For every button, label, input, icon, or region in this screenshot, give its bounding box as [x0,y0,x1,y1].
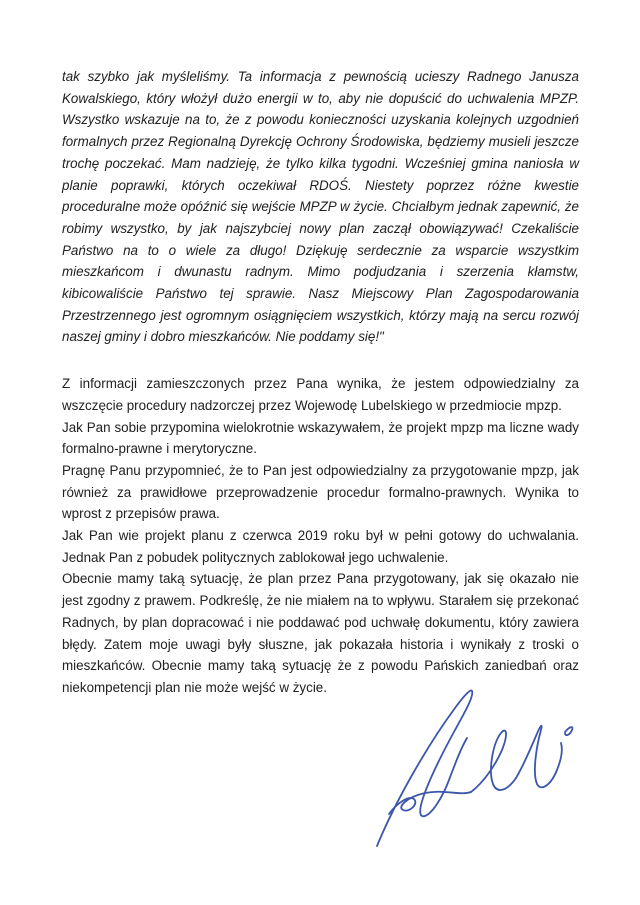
paragraph: Pragnę Panu przypomnieć, że to Pan jest odpowiedzialny za przygotowanie mpzp, jak również za prawidłowe przeprowadzenie procedur formalno-prawnych. Wynika to wprost z przepisów prawa. [62,462,579,522]
signature-block [355,680,590,858]
paragraph: Obecnie mamy taką sytuację, że plan przez Pana przygotowany, jak się okazało nie jest zgodny z prawem. Podkreślę, że nie miałem na to wpływu. Starałem się przekonać Radnych, by plan dopracować i nie poddawać pod uchwałę dokumentu, który zawiera błędy. Zatem moje uwagi były słuszne, jak pokazała historia i wynikały z troski o mieszkańców. Obecnie mamy taką sytuację że z powodu Pańskich zaniedbań oraz niekompetencji plan nie może wejść w życie. [62,571,579,695]
quoted-statement: tak szybko jak myśleliśmy. Ta informacja z pewnością ucieszy Radnego Janusza Kowalskiego, który włożył dużo energii w to, aby nie dopuścić do uchwalenia MPZP. Wszystko wskazuje na to, że z powodu konieczności uzyskania kolejnych uzgodnień formalnych przez Regionalną Dyrekcję Ochrony Środowiska, będziemy musieli jeszcze trochę poczekać. Mam nadzieję, że tylko kilka tygodni. Wcześniej gmina naniosła w planie poprawki, których oczekiwał RDOŚ. Niestety poprzez różne kwestie proceduralne może opóźnić się wejście MPZP w życie. Chciałbym jednak zapewnić, że robimy wszystko, by jak najszybciej nowy plan zaczął obowiązywać! Czekaliście Państwo na to o wiele za długo! Dziękuję serdecznie za wsparcie wszystkim mieszkańcom i dwunastu radnym. Mimo podjudzania i szerzenia kłamstw, kibicowaliście Państwo tej sprawie. Nasz Miejscowy Plan Zagospodarowania Przestrzennego jest ogromnym osiągnięciem wszystkich, którzy mają na sercu rozwój naszej gminy i dobro mieszkańców. Nie poddamy się!" [62,69,579,345]
handwritten-signature-icon [355,680,590,858]
paragraph: Jak Pan sobie przypomina wielokrotnie wskazywałem, że projekt mpzp ma liczne wady formalno-prawne i merytoryczne. [62,419,579,457]
letter-body [62,66,579,699]
paragraph: Z informacji zamieszczonych przez Pana wynika, że jestem odpowiedzialny za wszczęcie procedury nadzorczej przez Wojewodę Lubelskiego w przedmiocie mpzp. [62,376,579,413]
paragraph: Jak Pan wie projekt planu z czerwca 2019 roku był w pełni gotowy do uchwalania. Jednak Pan z pobudek politycznych zablokował jego uchwalenie. [62,528,579,565]
